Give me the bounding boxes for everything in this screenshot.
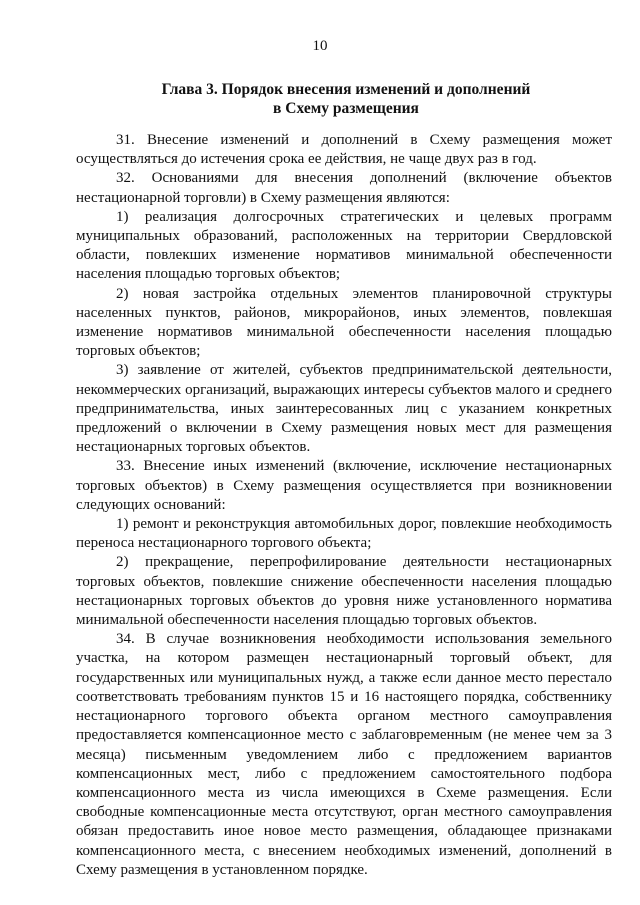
page-number: 10 (312, 38, 328, 54)
paragraph-31: 31. Внесение изменений и дополнений в Схему размещения может осуществляться до истечения срока ее действия, не чаще двух раз в год. (76, 132, 612, 168)
paragraph-32-item-1: 1) реализация долгосрочных стратегических и целевых программ муниципальных образований, расположенных на территории Свердловской области, повлекших изменение нормативов минимальной обеспеченности населения площадью торговых объектов; (76, 208, 612, 283)
chapter-title (68, 80, 624, 118)
paragraph-34: 34. В случае возникновения необходимости использования земельного участка, на котором размещен нестационарный торговый объект, для государственных или муниципальных нужд, а также если данное место перестало соответствовать требованиям пунктов 15 и 16 настоящего порядка, собственнику нестационарного торгового объекта органом местного самоуправления предоставляется компенсационное место с заблаговременным (не менее чем за 3 месяца) письменным уведомлением либо с предложением вариантов компенсационных мест, либо с предложением самостоятельного подбора компенсационного места из числа имеющихся в Схеме размещения. Если свободные компенсационные места отсутствуют, орган местного самоуправления обязан предоставить иное новое место размещения, обладающее признаками компенсационного места, с внесением необходимых изменений, дополнений в Схему размещения в установленном порядке. (76, 631, 612, 878)
chapter-body (76, 131, 612, 880)
chapter-title-line-1: Глава 3. Порядок внесения изменений и дополнений (161, 81, 531, 98)
paragraph-32: 32. Основаниями для внесения дополнений (включение объектов нестационарной торговли) в Схему размещения являются: (76, 170, 612, 206)
paragraph-33-item-2: 2) прекращение, перепрофилирование деятельности нестационарных торговых объектов, повлекшие снижение обеспеченности населения площадью нестационарных торговых объектов до уровня ниже установленного норматива минимальной обеспеченности населения площадью торговых объектов. (76, 554, 612, 629)
paragraph-33: 33. Внесение иных изменений (включение, исключение нестационарных торговых объектов) в Схему размещения осуществляется при возникновении следующих оснований: (76, 458, 612, 513)
paragraph-33-item-1: 1) ремонт и реконструкция автомобильных дорог, повлекшие необходимость переноса нестационарного торгового объекта; (76, 516, 612, 552)
chapter-title-line-2: в Схему размещения (273, 100, 419, 117)
paragraph-32-item-3: 3) заявление от жителей, субъектов предпринимательской деятельности, некоммерческих организаций, выражающих интересы субъектов малого и среднего предпринимательства, иных заинтересованных лиц с указанием конкретных предложений о включении в Схему размещения новых мест для размещения нестационарных торговых объектов. (76, 362, 612, 456)
paragraph-32-item-2: 2) новая застройка отдельных элементов планировочной структуры населенных пунктов, районов, микрорайонов, иных элементов, повлекшая изменение нормативов минимальной обеспеченности населения площадью торговых объектов; (76, 285, 612, 360)
